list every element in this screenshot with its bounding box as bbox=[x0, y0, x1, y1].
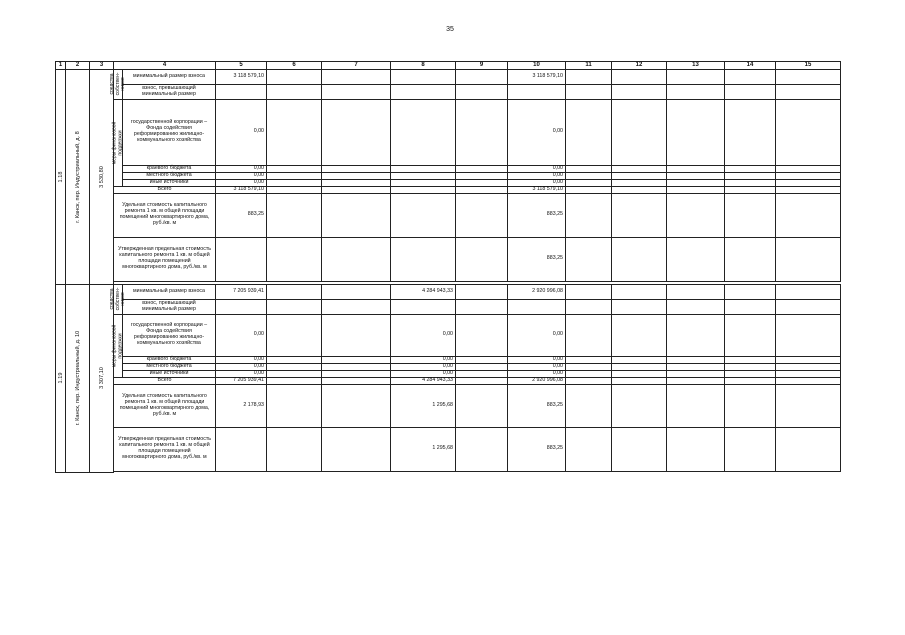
support-group-cell bbox=[111, 314, 123, 377]
value-col-8 bbox=[391, 186, 456, 193]
value-col-10: 0,00 bbox=[508, 165, 566, 172]
own-funds-group: средства собствен- ников bbox=[108, 287, 126, 311]
support-group-cell bbox=[111, 99, 123, 186]
table-row bbox=[56, 179, 841, 186]
value-col-8: 0,00 bbox=[391, 356, 456, 363]
address: г. Канск, пер. Индустриальный, д. 10 bbox=[74, 330, 81, 426]
address-cell bbox=[66, 69, 90, 284]
value-col-8 bbox=[391, 179, 456, 186]
value-col-5 bbox=[216, 84, 267, 99]
value-col-5: 883,25 bbox=[216, 193, 267, 237]
value-col-5: 3 118 579,10 bbox=[216, 186, 267, 193]
row-label: краевого бюджета bbox=[123, 356, 216, 363]
value-col-5: 0,00 bbox=[216, 165, 267, 172]
col-header-8: 8 bbox=[391, 62, 456, 70]
row-label: Удельная стоимость капитального ремонта 1 кв. м общей площади помещений многоквартирного дома, руб./кв. м bbox=[114, 193, 216, 237]
area-cell bbox=[90, 69, 114, 284]
row-label: взнос, превышающий минимальный размер bbox=[123, 84, 216, 99]
area: 3 530,80 bbox=[98, 165, 105, 188]
value-col-10: 883,25 bbox=[508, 193, 566, 237]
value-col-8: 0,00 bbox=[391, 314, 456, 356]
own-funds-group: средства собствен- ников bbox=[108, 72, 126, 96]
value-col-5: 0,00 bbox=[216, 356, 267, 363]
value-col-10 bbox=[508, 84, 566, 99]
table-row bbox=[56, 84, 841, 99]
value-col-5 bbox=[216, 427, 267, 471]
row-label: минимальный размер взноса bbox=[123, 284, 216, 299]
value-col-5: 7 205 939,41 bbox=[216, 377, 267, 384]
value-col-8 bbox=[391, 172, 456, 179]
value-col-5: 0,00 bbox=[216, 172, 267, 179]
block-1-18 bbox=[56, 69, 841, 284]
value-col-8 bbox=[391, 69, 456, 84]
value-col-5: 2 178,93 bbox=[216, 384, 267, 427]
value-col-5: 0,00 bbox=[216, 370, 267, 377]
value-col-8: 4 284 943,33 bbox=[391, 377, 456, 384]
column-number-row bbox=[56, 62, 841, 70]
value-col-8 bbox=[391, 193, 456, 237]
item-number-cell bbox=[56, 284, 66, 472]
page-number: 35 bbox=[446, 26, 454, 33]
value-col-10 bbox=[508, 299, 566, 314]
table-row-unit-cost bbox=[56, 384, 841, 427]
value-col-10: 0,00 bbox=[508, 172, 566, 179]
row-label: местного бюджета bbox=[123, 172, 216, 179]
row-label: иные источники bbox=[123, 179, 216, 186]
value-col-10: 0,00 bbox=[508, 99, 566, 165]
value-col-10: 0,00 bbox=[508, 179, 566, 186]
col-header-1: 1 bbox=[56, 62, 66, 70]
value-col-10: 0,00 bbox=[508, 356, 566, 363]
value-col-8: 4 284 943,33 bbox=[391, 284, 456, 299]
value-col-8 bbox=[391, 165, 456, 172]
capital-repair-table bbox=[55, 61, 841, 473]
value-col-8: 1 295,68 bbox=[391, 427, 456, 471]
value-col-5: 3 118 579,10 bbox=[216, 69, 267, 84]
address: г. Канск, пер. Индустриальный, д. 8 bbox=[74, 130, 81, 223]
value-col-10: 0,00 bbox=[508, 314, 566, 356]
col-header-5: 5 bbox=[216, 62, 267, 70]
value-col-8: 0,00 bbox=[391, 363, 456, 370]
value-col-8 bbox=[391, 237, 456, 281]
row-label: местного бюджета bbox=[123, 363, 216, 370]
table-row bbox=[56, 299, 841, 314]
value-col-10: 883,25 bbox=[508, 237, 566, 281]
table-row-limit-cost bbox=[56, 237, 841, 281]
row-label: государственной корпорации – Фонда содействия реформированию жилищно-коммунального хозяйства bbox=[123, 99, 216, 165]
row-label: Всего bbox=[114, 186, 216, 193]
row-label: Удельная стоимость капитального ремонта 1 кв. м общей площади помещений многоквартирного дома, руб./кв. м bbox=[114, 384, 216, 427]
value-col-5: 7 205 939,41 bbox=[216, 284, 267, 299]
col-header-13: 13 bbox=[667, 62, 725, 70]
value-col-5: 0,00 bbox=[216, 179, 267, 186]
value-col-10: 0,00 bbox=[508, 363, 566, 370]
col-header-14: 14 bbox=[725, 62, 776, 70]
value-col-8 bbox=[391, 84, 456, 99]
row-label: иные источники bbox=[123, 370, 216, 377]
value-col-5: 0,00 bbox=[216, 99, 267, 165]
value-col-10: 2 920 996,08 bbox=[508, 377, 566, 384]
value-col-10: 883,25 bbox=[508, 384, 566, 427]
table-row bbox=[56, 99, 841, 165]
col-header-11: 11 bbox=[566, 62, 612, 70]
row-label: минимальный размер взноса bbox=[123, 69, 216, 84]
value-col-10: 883,25 bbox=[508, 427, 566, 471]
col-header-4: 4 bbox=[114, 62, 216, 70]
row-label: Утвержденная предельная стоимость капитального ремонта 1 кв. м общей площади помещений многоквартирного дома, руб./кв. м bbox=[114, 237, 216, 281]
item-number-cell bbox=[56, 69, 66, 284]
table-row-limit-cost bbox=[56, 427, 841, 471]
row-label: краевого бюджета bbox=[123, 165, 216, 172]
col-header-10: 10 bbox=[508, 62, 566, 70]
table-row bbox=[56, 284, 841, 299]
value-col-10: 2 920 996,08 bbox=[508, 284, 566, 299]
own-funds-group-cell bbox=[108, 284, 126, 314]
value-col-8: 1 295,68 bbox=[391, 384, 456, 427]
block-1-19 bbox=[56, 284, 841, 472]
value-col-10: 3 118 579,10 bbox=[508, 69, 566, 84]
support-group: меры финансовой поддержки bbox=[111, 121, 123, 165]
value-col-8: 0,00 bbox=[391, 370, 456, 377]
item-number: 1.19 bbox=[57, 372, 64, 384]
col-header-12: 12 bbox=[612, 62, 667, 70]
row-label: Всего bbox=[114, 377, 216, 384]
value-col-10: 3 118 579,10 bbox=[508, 186, 566, 193]
col-header-2: 2 bbox=[66, 62, 90, 70]
value-col-8 bbox=[391, 99, 456, 165]
table-row-total bbox=[56, 186, 841, 193]
value-col-5 bbox=[216, 299, 267, 314]
col-header-15: 15 bbox=[776, 62, 841, 70]
value-col-5 bbox=[216, 237, 267, 281]
value-col-10: 0,00 bbox=[508, 370, 566, 377]
col-header-3: 3 bbox=[90, 62, 114, 70]
row-label: взнос, превышающий минимальный размер bbox=[123, 299, 216, 314]
table-row bbox=[56, 69, 841, 84]
address-cell bbox=[66, 284, 90, 472]
col-header-9: 9 bbox=[456, 62, 508, 70]
own-funds-group-cell bbox=[108, 69, 126, 99]
value-col-5: 0,00 bbox=[216, 363, 267, 370]
value-col-5: 0,00 bbox=[216, 314, 267, 356]
table-row bbox=[56, 314, 841, 356]
col-header-6: 6 bbox=[267, 62, 322, 70]
item-number: 1.18 bbox=[57, 171, 64, 183]
col-header-7: 7 bbox=[322, 62, 391, 70]
row-label: государственной корпорации – Фонда содействия реформированию жилищно-коммунального хозяйства bbox=[123, 314, 216, 356]
row-label: Утвержденная предельная стоимость капитального ремонта 1 кв. м общей площади помещений многоквартирного дома, руб./кв. м bbox=[114, 427, 216, 471]
table-row-total bbox=[56, 377, 841, 384]
area: 3 307,10 bbox=[98, 367, 105, 390]
value-col-8 bbox=[391, 299, 456, 314]
table-row-unit-cost bbox=[56, 193, 841, 237]
support-group: меры финансовой поддержки bbox=[111, 324, 123, 368]
